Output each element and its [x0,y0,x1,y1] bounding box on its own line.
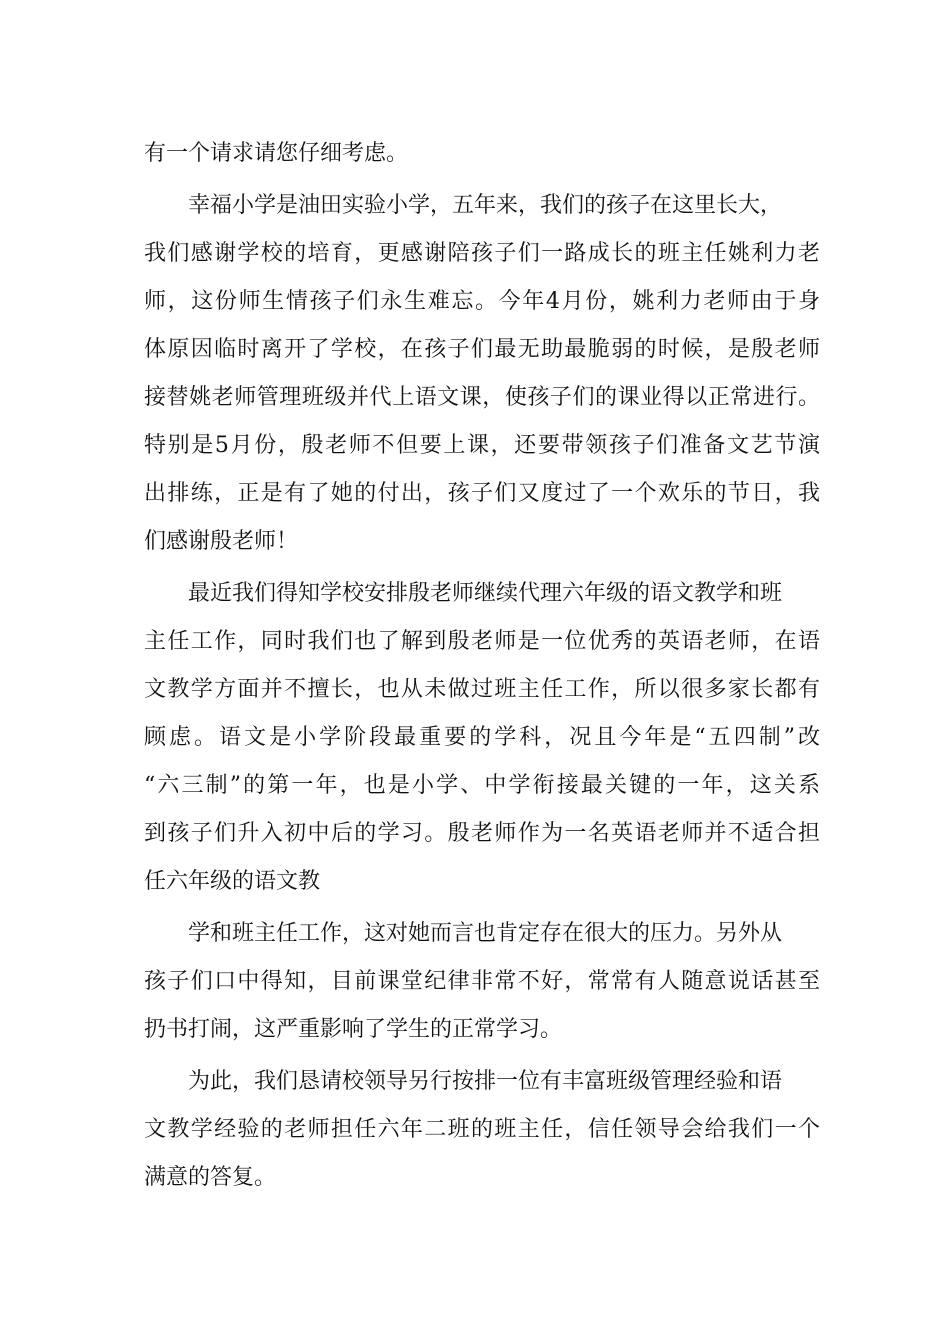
text-line: 接替姚老师管理班级并代上语文课，使孩子们的课业得以正常进行。 [144,385,820,410]
text-line: 出排练，正是有了她的付出，孩子们又度过了一个欢乐的节日，我 [144,481,820,506]
text-line: “六三制”的第一年，也是小学、中学衔接最关键的一年，这关系 [144,773,820,798]
text-line: 满意的答复。 [144,1165,277,1190]
text-line: 主任工作，同时我们也了解到殷老师是一位优秀的英语老师，在语 [144,629,820,654]
text-line: 扔书打闹，这严重影响了学生的正常学习。 [144,1017,563,1042]
text-line: 有一个请求请您仔细考虑。 [144,141,409,166]
document-body [144,130,820,1202]
text-line: 文教学经验的老师担任六年二班的班主任，信任领导会给我们一个 [144,1117,820,1142]
text-line: 孩子们口中得知，目前课堂纪律非常不好，常常有人随意说话甚至 [144,969,820,994]
text-line: 文教学方面并不擅长，也从未做过班主任工作，所以很多家长都有 [144,677,820,702]
text-line: 特别是5月份，殷老师不但要上课，还要带领孩子们准备文艺节演 [144,433,820,458]
text-line: 体原因临时离开了学校，在孩子们最无助最脆弱的时候，是殷老师 [144,337,820,362]
text-line: 顾虑。语文是小学阶段最重要的学科，况且今年是“五四制”改 [144,725,820,750]
text-line: 任六年级的语文教 [144,869,321,894]
text-line: 们感谢殷老师！ [144,529,299,554]
paragraph-first-line: 最近我们得知学校安排殷老师继续代理六年级的语文教学和班 [188,581,783,606]
text-line: 我们感谢学校的培育，更感谢陪孩子们一路成长的班主任姚利力老 [144,241,820,266]
text-line: 师，这份师生情孩子们永生难忘。今年4月份，姚利力老师由于身 [144,289,820,314]
paragraph-first-line: 幸福小学是油田实验小学，五年来，我们的孩子在这里长大， [188,193,783,218]
paragraph-first-line: 学和班主任工作，这对她而言也肯定存在很大的压力。另外从 [188,921,783,946]
paragraph-first-line: 为此，我们恳请校领导另行按排一位有丰富班级管理经验和语 [188,1069,783,1094]
text-line: 到孩子们升入初中后的学习。殷老师作为一名英语老师并不适合担 [144,821,820,846]
